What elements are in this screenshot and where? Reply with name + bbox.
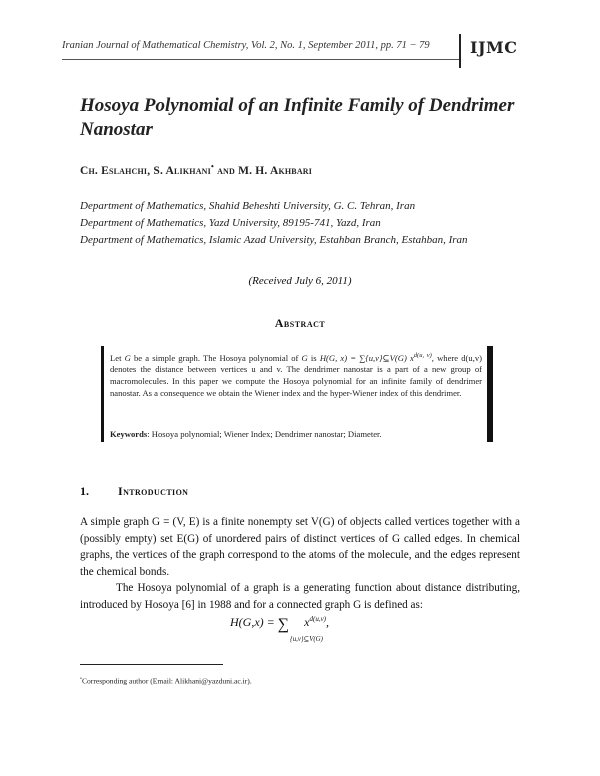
header-divider (459, 34, 461, 68)
footnote-rule (80, 664, 223, 665)
journal-logo: IJMC (470, 38, 518, 57)
abstract-body-text: where d(u,v) denotes the distance between vertices u and v. The dendrimer nanostar is a part of a new group of macromolecules. In this paper we compute the Hosoya polynomial for an infinite family of dendrimer nanostar. As a consequence we obtain the Wiener index and the hyper-Wiener index of this dendrimer. (110, 352, 483, 398)
section-title: Introduction (118, 484, 189, 498)
affiliation-1: Department of Mathematics, Shahid Beheshti University, G. C. Tehran, Iran (80, 200, 416, 212)
intro-paragraph-2: The Hosoya polynomial of a graph is a generating function about distance distributing, introduced by Hosoya [6] in 1988 and for a connected graph G is defined as: (80, 582, 520, 611)
header-rule (62, 59, 459, 60)
keywords-list: : Hosoya polynomial; Wiener Index; Dendrimer nanostar; Diameter. (147, 429, 382, 439)
abstract-text: Let G be a simple graph. The Hosoya polynomial of G is H(G, x) = ∑{u,v}⊆V(G) $x^{d(u, v)}$, where d(u,v) denotes the distance between vertices u and v. The dendrimer nanostar is a part of a new group of macromolecules. In this paper we compute the Hosoya polynomial for an infinite family of dendrimer nanostar. As a consequence we obtain the Wiener index and the hyper-Wiener index of this dendrimer. (110, 352, 483, 398)
footnote-text: Corresponding author (Email: Alikhani@yazduni.ac.ir). (81, 676, 252, 686)
abstract-heading: Abstract (274, 316, 326, 330)
keywords (110, 429, 482, 439)
abstract-bar-right (487, 346, 493, 442)
author-list (80, 162, 312, 177)
affiliation-2: Department of Mathematics, Yazd University, 89195-741, Yazd, Iran (80, 217, 381, 229)
hosoya-formula: H(G,x) = ∑ {u,v}⊆V(G) $x^{d(u,v)}$, (230, 615, 330, 643)
footnote (80, 676, 252, 686)
paper-title: Hosoya Polynomial of an Infinite Family of Dendrimer Nanostar (80, 95, 515, 140)
sum-symbol: ∑ (277, 616, 290, 633)
received-date: (Received July 6, 2011) (248, 275, 352, 287)
abstract-bar-left (101, 346, 104, 442)
footnote-mark: • (80, 676, 82, 682)
section-number: 1. (80, 484, 89, 498)
authors-rest: and M. H. Akhbari (214, 164, 313, 177)
introduction-text (80, 514, 520, 614)
corresponding-mark: • (210, 162, 214, 171)
abstract-formula: H(G, x) = ∑{u,v}⊆V(G) x (319, 352, 414, 363)
affiliation-3: Department of Mathematics, Islamic Azad University, Estahban Branch, Estahban, Iran (80, 234, 468, 246)
sum-subscript: {u,v}⊆V(G) (290, 636, 323, 643)
journal-citation: Iranian Journal of Mathematical Chemistry, Vol. 2, No. 1, September 2011, pp. 71 − 79 (62, 40, 430, 51)
authors-main: Ch. Eslahchi, S. Alikhani (80, 164, 211, 177)
section-heading (80, 484, 188, 499)
intro-paragraph-1: A simple graph G = (V, E) is a finite nonempty set V(G) of objects called vertices together with a (possibly empty) set E(G) of unordered pairs of distinct vertices of G called edges. In chemical graphs, the vertices of the graph correspond to the atoms of the molecule, and the edges represent the chemical bonds. (80, 516, 520, 578)
keywords-label: Keywords (110, 429, 148, 439)
